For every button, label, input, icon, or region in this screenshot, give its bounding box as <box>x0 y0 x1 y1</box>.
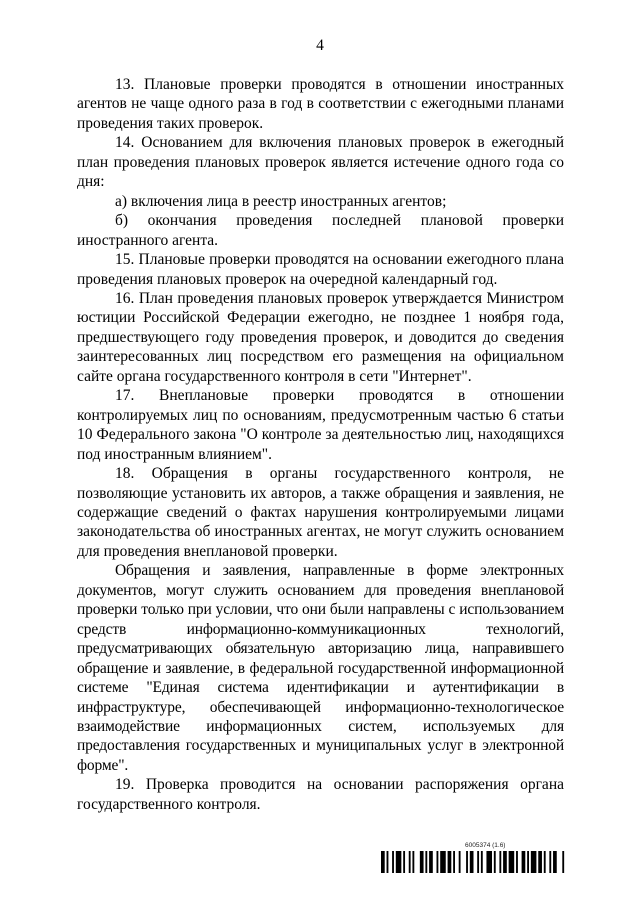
paragraph-15: 15. Плановые проверки проводятся на основании ежегодного плана проведения плановых проверок на очередной календарный год. <box>77 251 564 288</box>
barcode-icon <box>381 851 566 873</box>
barcode-caption: 6005374 (1.6) <box>465 842 506 849</box>
document-footer <box>381 842 566 873</box>
paragraph-18-electronic: Обращения и заявления, направленные в форме электронных документов, могут служить основанием для проведения внеплановой проверки только при условии, что они были направлены с использованием средств информационно-коммуникационных технологий, предусматривающих обязательную авторизацию лица, направившего обращение и заявление, в федеральной государственной информационной системе "Единая система идентификации и аутентификации в инфраструктуре, обеспечивающей информационно-технологическое взаимодействие информационных систем, используемых для предоставления государственных и муниципальных услуг в электронной форме". <box>77 562 564 774</box>
paragraph-14-b: б) окончания проведения последней плановой проверки иностранного агента. <box>77 212 564 249</box>
document-body <box>77 75 564 814</box>
paragraph-18: 18. Обращения в органы государственного контроля, не позволяющие установить их авторов, а также обращения и заявления, не содержащие сведений о фактах нарушения контролируемыми лицами законодательства об иностранных агентах, не могут служить основанием для проведения внеплановой проверки. <box>77 465 564 560</box>
paragraph-13: 13. Плановые проверки проводятся в отношении иностранных агентов не чаще одного раза в год в соответствии с ежегодными планами проведения таких проверок. <box>77 76 564 132</box>
paragraph-17: 17. Внеплановые проверки проводятся в отношении контролируемых лиц по основаниям, предусмотренным частью 6 статьи 10 Федерального закона "О контроле за деятельностью лиц, находящихся под иностранным влиянием". <box>77 387 564 463</box>
paragraph-14: 14. Основанием для включения плановых проверок в ежегодный план проведения плановых проверок является истечение одного года со дня: <box>77 134 564 191</box>
paragraph-14-a: а) включения лица в реестр иностранных агентов; <box>115 192 447 210</box>
paragraph-19: 19. Проверка проводится на основании распоряжения органа государственного контроля. <box>77 776 564 813</box>
paragraph-16: 16. План проведения плановых проверок утверждается Министром юстиции Российской Федерации ежегодно, не позднее 1 ноября года, предшествующего году проведения проверок, и доводится до сведения заинтересованных лиц посредством его размещения на официальном сайте органа государственного контроля в сети "Интернет". <box>77 289 564 385</box>
page-number: 4 <box>316 37 324 54</box>
